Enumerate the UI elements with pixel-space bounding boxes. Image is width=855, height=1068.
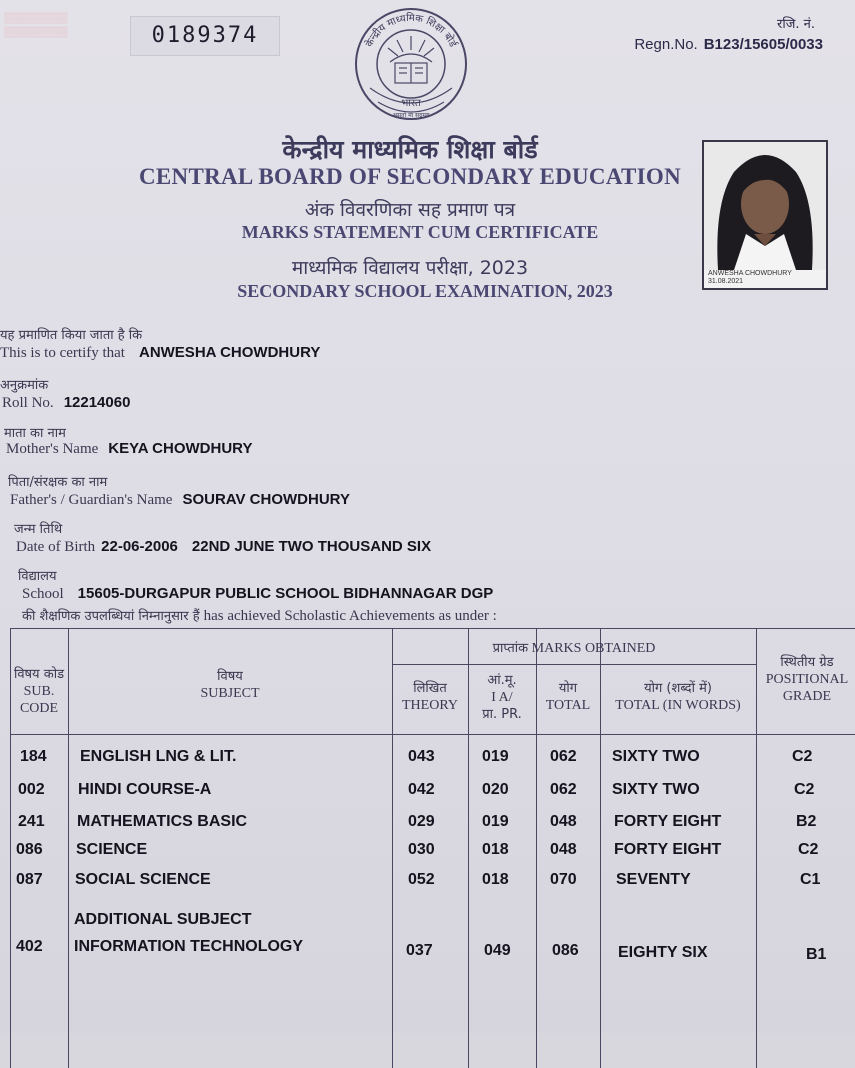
serial-number: 0189374	[130, 16, 280, 56]
header-subject	[68, 668, 392, 702]
table-row	[10, 813, 855, 837]
seal-arc-text: केन्द्रीय माध्यमिक शिक्षा बोर्ड	[363, 12, 459, 49]
cell-total: 070	[550, 871, 577, 888]
school-line	[22, 585, 493, 603]
header-sub-code-en2: CODE	[19, 701, 59, 716]
cell-total: 048	[550, 813, 577, 830]
board-name-hindi: केन्द्रीय माध्यमिक शिक्षा बोर्ड	[282, 135, 538, 164]
header-marks-en: MARKS OBTAINED	[531, 641, 656, 656]
roll-label: Roll No.	[2, 395, 54, 411]
mother-name: KEYA CHOWDHURY	[108, 440, 253, 457]
cell-theory: 030	[408, 841, 435, 858]
header-grade-en2: GRADE	[782, 689, 832, 704]
cell-theory: 052	[408, 871, 435, 888]
header-words-hindi: योग (शब्दों में)	[644, 681, 712, 696]
header-marks-obtained	[392, 640, 756, 657]
registration-number	[634, 14, 823, 55]
cell-ia: 018	[482, 871, 509, 888]
header-ia-hindi: आं.मू.	[487, 673, 517, 688]
header-subject-en: SUBJECT	[200, 686, 260, 701]
seal-bottom-text: भारत	[401, 98, 421, 109]
table-row	[10, 841, 855, 865]
table-top-border	[10, 628, 855, 629]
mother-label-hindi: माता का नाम	[4, 426, 66, 441]
header-sub-code	[10, 666, 68, 717]
roll-label-hindi: अनुक्रमांक	[0, 378, 49, 393]
cell-subject: HINDI COURSE-A	[78, 781, 212, 798]
date-of-birth: 22-06-2006	[101, 538, 178, 555]
cell-grade: C2	[792, 748, 813, 765]
cell-ia: 049	[484, 942, 511, 959]
board-name: CENTRAL BOARD OF SECONDARY EDUCATION	[138, 164, 682, 189]
school-name: 15605-DURGAPUR PUBLIC SCHOOL BIDHANNAGAR DGP	[77, 585, 494, 602]
header-total-words	[600, 680, 756, 714]
roll-line	[2, 394, 130, 412]
document-title: MARKS STATEMENT CUM CERTIFICATE	[241, 222, 599, 242]
cell-subject: MATHEMATICS BASIC	[77, 813, 248, 830]
cell-code: 184	[20, 748, 47, 765]
additional-subject-label-row	[10, 911, 855, 935]
table-header-border	[10, 734, 855, 735]
cell-words: FORTY EIGHT	[614, 841, 722, 858]
header-grade-en1: POSITIONAL	[765, 672, 849, 687]
header-positional-grade	[756, 654, 855, 705]
student-portrait	[704, 142, 826, 270]
cell-words: FORTY EIGHT	[614, 813, 722, 830]
cell-subject: SCIENCE	[76, 841, 148, 858]
regn-label: Regn.No.	[634, 36, 698, 53]
photo-caption	[708, 270, 792, 286]
roll-number: 12214060	[63, 394, 131, 411]
photo-caption-name: ANWESHA CHOWDHURY	[708, 270, 792, 277]
cell-code: 241	[18, 813, 45, 830]
cell-total: 062	[550, 748, 577, 765]
cell-total: 086	[552, 942, 579, 959]
school-label-hindi: विद्यालय	[18, 569, 57, 584]
table-row	[10, 871, 855, 895]
cell-total: 048	[550, 841, 577, 858]
photo-caption-date: 31.08.2021	[708, 278, 744, 285]
header-sub-code-hindi: विषय कोड	[13, 667, 65, 682]
cell-code: 086	[16, 841, 43, 858]
header-sub-code-en1: SUB.	[23, 684, 55, 699]
cell-ia: 019	[482, 748, 509, 765]
header-total-hindi: योग	[558, 681, 578, 696]
exam-title: SECONDARY SCHOOL EXAMINATION, 2023	[237, 281, 613, 301]
cell-words: SIXTY TWO	[612, 748, 700, 765]
cell-theory: 043	[408, 748, 435, 765]
cell-ia: 020	[482, 781, 509, 798]
certify-label: This is to certify that	[0, 345, 125, 361]
mother-line	[6, 440, 252, 458]
marks-subheader-line	[392, 664, 756, 665]
cell-grade: B2	[796, 813, 817, 830]
header-theory-hindi: लिखित	[413, 681, 447, 696]
father-label-hindi: पिता/संरक्षक का नाम	[8, 475, 108, 490]
cell-grade: C2	[794, 781, 815, 798]
cell-words: SEVENTY	[616, 871, 691, 888]
cell-words: SIXTY TWO	[612, 781, 700, 798]
date-of-birth-words: 22ND JUNE TWO THOUSAND SIX	[191, 538, 432, 555]
cell-theory: 042	[408, 781, 435, 798]
header-total	[536, 680, 600, 714]
mother-label: Mother's Name	[6, 441, 99, 457]
cell-subject: SOCIAL SCIENCE	[75, 871, 211, 888]
header-subject-hindi: विषय	[217, 669, 243, 684]
cell-grade: B1	[806, 946, 827, 963]
school-label: School	[22, 586, 64, 602]
exam-title-hindi: माध्यमिक विद्यालय परीक्षा, 2023	[291, 257, 529, 279]
cell-total: 062	[550, 781, 577, 798]
additional-subject-label: ADDITIONAL SUBJECT	[74, 911, 252, 928]
marks-table	[10, 628, 855, 1068]
cell-grade: C2	[798, 841, 819, 858]
certify-label-hindi: यह प्रमाणित किया जाता है कि	[0, 328, 143, 343]
cell-code: 087	[16, 871, 43, 888]
header-grade-hindi: स्थितीय ग्रेड	[780, 655, 834, 670]
table-row	[10, 781, 855, 805]
dob-label-hindi: जन्म तिथि	[14, 522, 63, 537]
seal-motto: असतो मा सद्गमय	[392, 112, 430, 119]
cell-code: 002	[18, 781, 45, 798]
cell-words: EIGHTY SIX	[618, 944, 708, 961]
cell-ia: 018	[482, 841, 509, 858]
header-total-en: TOTAL	[545, 698, 591, 713]
cbse-seal-emblem	[350, 6, 472, 124]
father-line	[10, 491, 350, 509]
father-label: Father's / Guardian's Name	[10, 492, 173, 508]
student-name: ANWESHA CHOWDHURY	[138, 344, 321, 361]
achievement-label-hindi: की शैक्षणिक उपलब्धियां निम्नानुसार हैं	[22, 609, 200, 624]
faded-stamp: ▒▒▒▒▒▒▒▒▒ ▒▒▒▒▒▒▒▒▒	[4, 13, 68, 38]
document-title-hindi: अंक विवरणिका सह प्रमाण पत्र	[304, 199, 516, 221]
cell-grade: C1	[800, 871, 821, 888]
cell-theory: 037	[406, 942, 433, 959]
table-row	[10, 940, 855, 964]
header-theory	[392, 680, 468, 714]
header-marks-hindi: प्राप्तांक	[492, 641, 529, 656]
cell-code: 402	[16, 938, 43, 955]
header-ia-pr: प्रा. PR.	[482, 707, 522, 722]
student-photo	[702, 140, 828, 290]
regn-value: B123/15605/0033	[703, 36, 823, 53]
dob-line	[16, 538, 431, 556]
cell-theory: 029	[408, 813, 435, 830]
header-theory-en: THEORY	[402, 698, 458, 713]
header-words-en: TOTAL (IN WORDS)	[615, 698, 741, 713]
cell-subject: ENGLISH LNG & LIT.	[80, 748, 237, 765]
regn-label-hindi: रजि. नं.	[777, 17, 815, 32]
achievement-line	[22, 606, 497, 625]
achievement-label: has achieved Scholastic Achievements as under :	[203, 608, 497, 624]
header-ia-en: I A/	[491, 690, 513, 705]
dob-label: Date of Birth	[16, 539, 96, 555]
certify-line	[0, 344, 320, 362]
header-ia	[468, 672, 536, 723]
father-name: SOURAV CHOWDHURY	[182, 491, 350, 508]
cell-subject: INFORMATION TECHNOLOGY	[74, 938, 304, 955]
cell-ia: 019	[482, 813, 509, 830]
table-row	[10, 748, 855, 772]
